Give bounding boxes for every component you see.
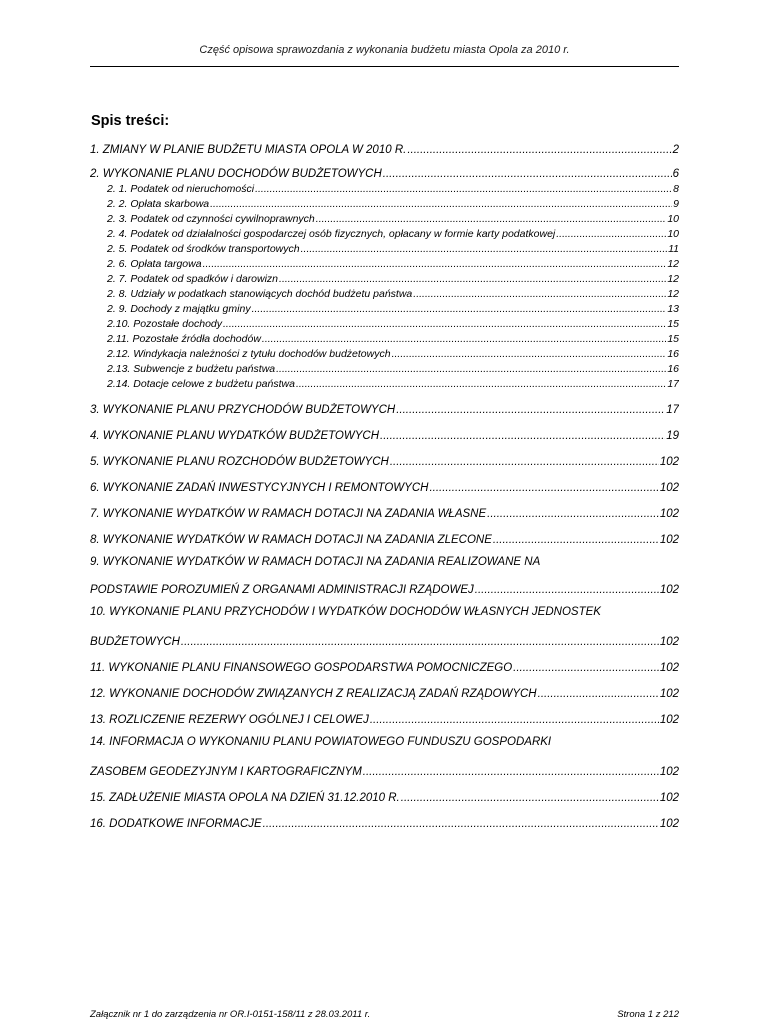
toc-entry-page: 102 xyxy=(659,482,679,494)
dot-leader xyxy=(370,714,659,726)
toc-entry-text: 2.13. Subwencje z budżetu państwa xyxy=(107,363,276,375)
toc-entry-text: 11. WYKONANIE PLANU FINANSOWEGO GOSPODARSTWA POMOCNICZEGO xyxy=(90,662,513,674)
toc-entry-page: 17 xyxy=(666,404,679,416)
toc-entry-page: 102 xyxy=(659,662,679,674)
toc-entry-2-8[interactable] xyxy=(90,284,679,300)
toc-entry-page: 19 xyxy=(666,430,679,442)
toc-entry-2-5[interactable] xyxy=(90,239,679,255)
toc-entry-text: PODSTAWIE POROZUMIEŃ Z ORGANAMI ADMINISTRACJI RZĄDOWEJ xyxy=(90,584,474,596)
toc-entry-4[interactable] xyxy=(90,426,679,442)
toc-entry-page: 102 xyxy=(659,508,679,520)
toc-entry-page: 17 xyxy=(667,378,679,390)
toc-entry-2-13[interactable] xyxy=(90,359,679,375)
toc-entry-16[interactable] xyxy=(90,814,679,830)
toc-entry-2-14[interactable] xyxy=(90,374,679,390)
dot-leader xyxy=(538,688,659,700)
toc-entry-text: 1. ZMIANY W PLANIE BUDŻETU MIASTA OPOLA W 2010 R. xyxy=(90,144,407,156)
toc-entry-text: 2.12. Windykacja należności z tytułu dochodów budżetowych xyxy=(107,348,391,360)
toc-entry-2-10[interactable] xyxy=(90,314,679,330)
toc-entry-page: 102 xyxy=(659,636,679,648)
toc-entry-text: 2. WYKONANIE PLANU DOCHODÓW BUDŻETOWYCH xyxy=(90,168,382,180)
toc-entry-text: 8. WYKONANIE WYDATKÓW W RAMACH DOTACJI NA ZADANIA ZLECONE xyxy=(90,534,492,546)
toc-entry-page: 16 xyxy=(667,363,679,375)
toc-entry-text: 13. ROZLICZENIE REZERWY OGÓLNEJ I CELOWEJ xyxy=(90,714,369,726)
toc-entry-2-4[interactable] xyxy=(90,224,679,240)
dot-leader xyxy=(513,662,659,674)
toc-entry-page: 12 xyxy=(667,273,679,285)
toc-entry-11[interactable] xyxy=(90,658,679,674)
toc-entry-page: 102 xyxy=(659,766,679,778)
toc-entry-2-11[interactable] xyxy=(90,329,679,345)
toc-entry-page: 15 xyxy=(667,333,679,345)
toc-entry-text: 2.14. Dotacje celowe z budżetu państwa xyxy=(107,378,295,390)
dot-leader xyxy=(401,792,659,804)
toc-entry-9[interactable] xyxy=(90,580,679,596)
dot-leader xyxy=(487,508,659,520)
toc-entry-page: 102 xyxy=(659,456,679,468)
dot-leader xyxy=(429,482,658,494)
dot-leader xyxy=(296,378,666,390)
toc-entry-text: 2. 9. Dochody z majątku gminy xyxy=(107,303,251,315)
toc-entry-text: 2. 4. Podatek od działalności gospodarczej osób fizycznych, opłacany w formie karty podatkowej xyxy=(107,228,556,240)
dot-leader xyxy=(407,144,671,156)
toc-entry-page: 12 xyxy=(667,258,679,270)
toc-entry-page: 15 xyxy=(667,318,679,330)
footer-page-number: Strona 1 z 212 xyxy=(617,1009,679,1020)
toc-entry-7[interactable] xyxy=(90,504,679,520)
toc-entry-page: 6 xyxy=(672,168,679,180)
header-divider xyxy=(90,66,679,67)
toc-entry-1[interactable] xyxy=(90,140,679,156)
toc-entry-text: 2. 8. Udziały w podatkach stanowiących dochód budżetu państwa xyxy=(107,288,413,300)
toc-entry-page: 12 xyxy=(667,288,679,300)
toc-entry-text: 3. WYKONANIE PLANU PRZYCHODÓW BUDŻETOWYCH xyxy=(90,404,396,416)
toc-entry-text: 2. 7. Podatek od spadków i darowizn xyxy=(107,273,279,285)
toc-entry-14[interactable] xyxy=(90,762,679,778)
toc-entry-text: 2. 5. Podatek od środków transportowych xyxy=(107,243,300,255)
toc-entry-10-line-1[interactable]: 10. WYKONANIE PLANU PRZYCHODÓW I WYDATKÓW DOCHODÓW WŁASNYCH JEDNOSTEK xyxy=(90,606,601,618)
toc-entry-page: 102 xyxy=(659,818,679,830)
toc-entry-2-6[interactable] xyxy=(90,254,679,270)
toc-entry-page: 102 xyxy=(659,534,679,546)
toc-entry-page: 9 xyxy=(673,198,679,210)
dot-leader xyxy=(380,430,665,442)
dot-leader xyxy=(396,404,665,416)
toc-entry-2[interactable] xyxy=(90,164,679,180)
toc-entry-text: 2.10. Pozostałe dochody xyxy=(107,318,222,330)
toc-title: Spis treści: xyxy=(91,113,170,129)
toc-entry-15[interactable] xyxy=(90,788,679,804)
toc-entry-text: 15. ZADŁUŻENIE MIASTA OPOLA NA DZIEŃ 31.12.2010 R. xyxy=(90,792,400,804)
toc-entry-2-7[interactable] xyxy=(90,269,679,285)
toc-entry-page: 102 xyxy=(659,688,679,700)
toc-entry-2-9[interactable] xyxy=(90,299,679,315)
dot-leader xyxy=(493,534,659,546)
toc-entry-page: 8 xyxy=(673,183,679,195)
toc-entry-text: 2. 2. Opłata skarbowa xyxy=(107,198,210,210)
toc-entry-text: 6. WYKONANIE ZADAŃ INWESTYCYJNYCH I REMONTOWYCH xyxy=(90,482,429,494)
toc-entry-5[interactable] xyxy=(90,452,679,468)
page-header: Część opisowa sprawozdania z wykonania budżetu miasta Opola za 2010 r. xyxy=(199,44,570,56)
toc-entry-page: 2 xyxy=(672,144,679,156)
toc-entry-text: 5. WYKONANIE PLANU ROZCHODÓW BUDŻETOWYCH xyxy=(90,456,389,468)
toc-entry-text: 2. 6. Opłata targowa xyxy=(107,258,202,270)
toc-entry-text: BUDŻETOWYCH xyxy=(90,636,180,648)
toc-entry-14-line-1[interactable]: 14. INFORMACJA O WYKONANIU PLANU POWIATOWEGO FUNDUSZU GOSPODARKI xyxy=(90,736,552,748)
dot-leader xyxy=(363,766,659,778)
footer-attachment-note: Załącznik nr 1 do zarządzenia nr OR.I-0151-158/11 z 28.03.2011 r. xyxy=(90,1009,371,1020)
toc-entry-text: 4. WYKONANIE PLANU WYDATKÓW BUDŻETOWYCH xyxy=(90,430,380,442)
toc-entry-text: 2.11. Pozostałe źródła dochodów xyxy=(107,333,261,345)
toc-entry-page: 13 xyxy=(667,303,679,315)
toc-entry-page: 102 xyxy=(659,792,679,804)
toc-entry-text: 12. WYKONANIE DOCHODÓW ZWIĄZANYCH Z REALIZACJĄ ZADAŃ RZĄDOWYCH xyxy=(90,688,537,700)
toc-entry-page: 16 xyxy=(667,348,679,360)
toc-entry-13[interactable] xyxy=(90,710,679,726)
toc-entry-6[interactable] xyxy=(90,478,679,494)
toc-entry-12[interactable] xyxy=(90,684,679,700)
toc-entry-page: 102 xyxy=(659,584,679,596)
dot-leader xyxy=(390,456,659,468)
toc-entry-text: 7. WYKONANIE WYDATKÓW W RAMACH DOTACJI NA ZADANIA WŁASNE xyxy=(90,508,487,520)
toc-entry-text: ZASOBEM GEODEZYJNYM I KARTOGRAFICZNYM xyxy=(90,766,362,778)
dot-leader xyxy=(181,636,659,648)
toc-entry-page: 11 xyxy=(668,243,679,255)
toc-entry-page: 10 xyxy=(667,213,679,225)
toc-entry-9-line-1[interactable]: 9. WYKONANIE WYDATKÓW W RAMACH DOTACJI NA ZADANIA REALIZOWANE NA xyxy=(90,556,541,568)
dot-leader xyxy=(263,818,659,830)
toc-entry-2-12[interactable] xyxy=(90,344,679,360)
toc-entry-2-3[interactable] xyxy=(90,209,679,225)
toc-entry-page: 10 xyxy=(667,228,679,240)
toc-entry-2-1[interactable] xyxy=(90,179,679,195)
toc-entry-text: 2. 1. Podatek od nieruchomości xyxy=(107,183,255,195)
toc-entry-page: 102 xyxy=(659,714,679,726)
toc-entry-2-2[interactable] xyxy=(90,194,679,210)
dot-leader xyxy=(475,584,659,596)
toc-entry-10[interactable] xyxy=(90,632,679,648)
toc-entry-3[interactable] xyxy=(90,400,679,416)
toc-entry-8[interactable] xyxy=(90,530,679,546)
toc-entry-text: 16. DODATKOWE INFORMACJE xyxy=(90,818,262,830)
toc-entry-text: 2. 3. Podatek od czynności cywilnoprawnych xyxy=(107,213,315,225)
